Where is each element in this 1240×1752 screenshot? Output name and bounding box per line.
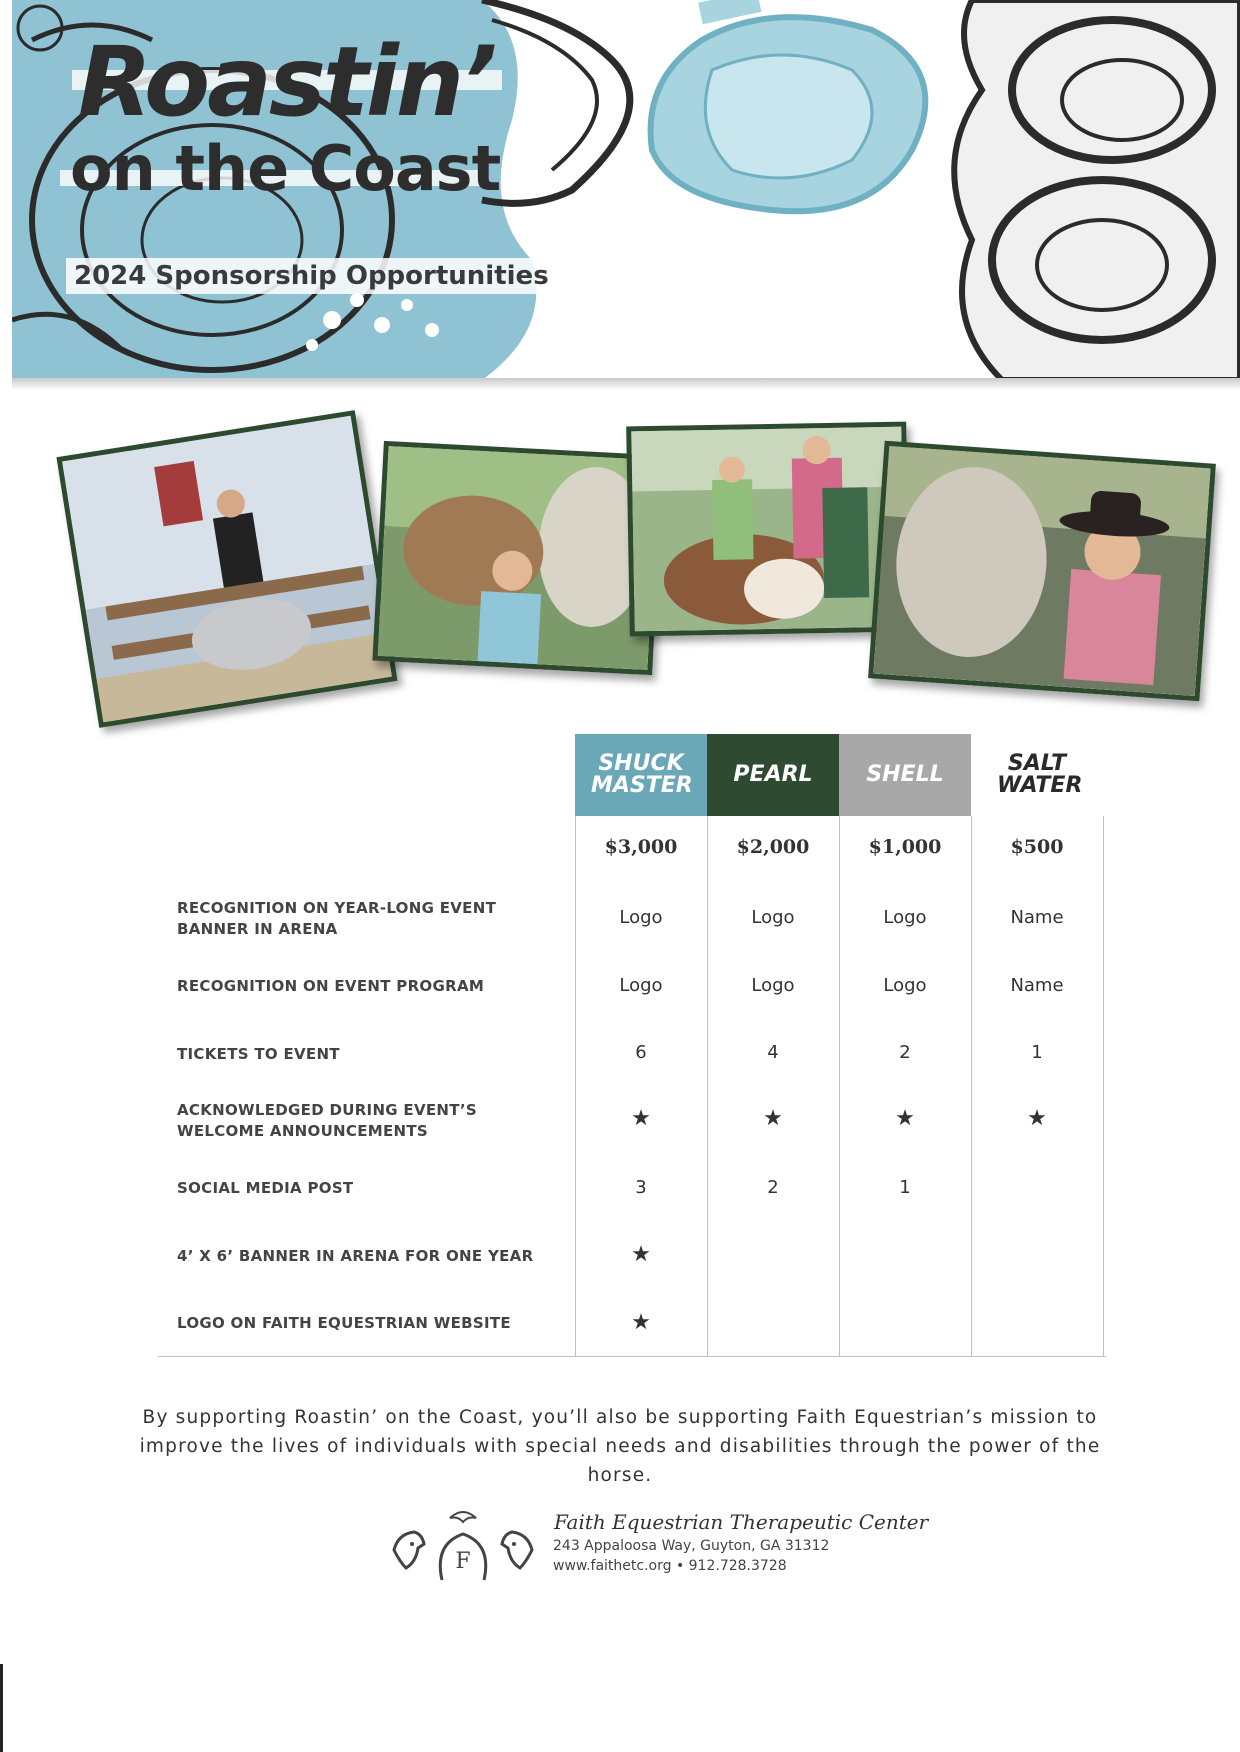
tier-header-salt-water — [971, 734, 1103, 816]
column-divider — [971, 816, 972, 1356]
benefit-label: RECOGNITION ON EVENT PROGRAM — [177, 977, 485, 995]
benefit-cell: 1 — [1031, 1042, 1043, 1063]
benefit-label: 4’ X 6’ BANNER IN ARENA FOR ONE YEAR — [177, 1247, 534, 1265]
star-icon: ★ — [763, 1106, 783, 1131]
tier-name: SHELL — [866, 762, 944, 787]
benefit-label: LOGO ON FAITH EQUESTRIAN WEBSITE — [177, 1314, 511, 1332]
benefit-cell: Logo — [619, 975, 663, 996]
title-line-2: on the Coast — [70, 132, 501, 205]
benefit-cell: Logo — [619, 907, 663, 928]
price-pearl: $2,000 — [736, 836, 810, 858]
benefit-cell: Logo — [883, 907, 927, 928]
column-divider — [575, 816, 576, 1356]
benefit-cell: Name — [1010, 975, 1064, 996]
org-address: 243 Appaloosa Way, Guyton, GA 31312 — [553, 1538, 830, 1554]
benefit-cell: 6 — [635, 1042, 647, 1063]
subtitle: 2024 Sponsorship Opportunities — [74, 261, 549, 291]
benefit-cell: 4 — [767, 1042, 779, 1063]
mission-statement: By supporting Roastin’ on the Coast, you’ll also be supporting Faith Equestrian’s mission to improve the lives of individuals with special needs and disabilities through the power of the horse. — [139, 1406, 1101, 1486]
benefit-label: SOCIAL MEDIA POST — [177, 1179, 354, 1197]
benefit-cell: 2 — [899, 1042, 911, 1063]
tier-header-shell — [839, 734, 971, 816]
star-icon: ★ — [631, 1310, 651, 1335]
column-divider — [707, 816, 708, 1356]
child-in-cowboy-hat-photo — [868, 441, 1216, 702]
logo-letter: F — [455, 1549, 471, 1574]
column-divider — [1103, 816, 1104, 1356]
header-banner — [12, 0, 1240, 380]
org-name: Faith Equestrian Therapeutic Center — [554, 1510, 929, 1534]
tier-header-shuck-master — [575, 734, 707, 816]
price-salt-water: $500 — [1010, 836, 1064, 858]
star-icon: ★ — [631, 1106, 651, 1131]
column-divider — [839, 816, 840, 1356]
price-shell: $1,000 — [868, 836, 942, 858]
title-line-1: Roastin’ — [78, 26, 495, 138]
star-icon: ★ — [895, 1106, 915, 1131]
benefit-label: RECOGNITION ON YEAR-LONG EVENT BANNER IN ARENA — [177, 899, 497, 938]
group-grooming-horse-photo — [626, 422, 910, 637]
benefit-label: ACKNOWLEDGED DURING EVENT’S WELCOME ANNOUNCEMENTS — [177, 1101, 477, 1140]
tier-header-pearl — [707, 734, 839, 816]
tier-name: SALT WATER — [997, 751, 1083, 798]
table-bottom-rule — [158, 1356, 1106, 1357]
price-shuck-master: $3,000 — [604, 836, 678, 858]
tier-name: SHUCK MASTER — [591, 751, 693, 798]
benefit-cell: 3 — [635, 1177, 647, 1198]
benefit-cell: 2 — [767, 1177, 779, 1198]
rider-on-horse-photo — [56, 410, 397, 728]
tier-name: PEARL — [733, 762, 813, 787]
benefit-cell: 1 — [899, 1177, 911, 1198]
benefit-cell: Name — [1010, 907, 1064, 928]
org-website-phone: www.faithetc.org • 912.728.3728 — [553, 1558, 787, 1574]
benefit-cell: Logo — [883, 975, 927, 996]
star-icon: ★ — [631, 1242, 651, 1267]
star-icon: ★ — [1027, 1106, 1047, 1131]
subtitle-box — [66, 258, 557, 294]
benefit-cell: Logo — [751, 907, 795, 928]
girl-with-horse-photo — [372, 441, 663, 675]
benefit-cell: Logo — [751, 975, 795, 996]
benefit-label: TICKETS TO EVENT — [177, 1045, 340, 1063]
faith-equestrian-logo — [388, 1504, 538, 1586]
header-shadow — [12, 378, 1240, 390]
scan-margin-mark — [0, 1664, 3, 1752]
